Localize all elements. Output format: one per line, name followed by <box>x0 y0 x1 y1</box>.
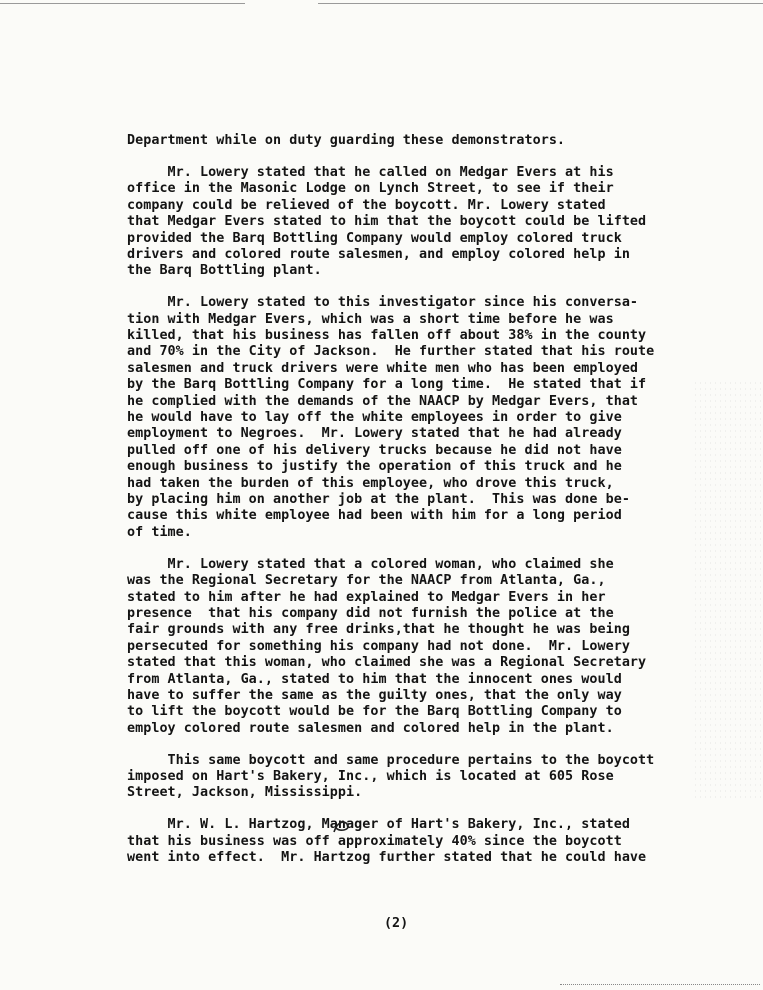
body-line: fair grounds with any free drinks,that he thought he was being <box>127 622 630 638</box>
body-line: imposed on Hart's Bakery, Inc., which is located at 605 Rose <box>127 769 614 785</box>
body-line: killed, that his business has fallen off about 38% in the county <box>127 328 647 344</box>
body-line: that Medgar Evers stated to him that the boycott could be lifted <box>127 214 647 230</box>
body-line: cause this white employee had been with him for a long period <box>127 508 622 524</box>
body-line: provided the Barq Bottling Company would employ colored truck <box>127 230 622 246</box>
body-line: that his business was off approximately 40% since the boycott <box>127 833 622 849</box>
body-line: Mr. W. L. Hartzog, Manager of Hart's Bakery, Inc., stated <box>127 817 630 833</box>
paragraph-gap <box>127 280 727 296</box>
body-line: by placing him on another job at the plant. This was done be- <box>127 492 630 507</box>
body-line: employment to Negroes. Mr. Lowery stated that he had already <box>127 426 622 442</box>
handwritten-mark-icon <box>330 818 352 840</box>
body-line: Street, Jackson, Mississippi. <box>127 785 363 801</box>
body-line: office in the Masonic Lodge on Lynch Street, to see if their <box>127 181 614 197</box>
paragraph-gap <box>127 737 727 753</box>
body-line: This same boycott and same procedure pertains to the boycott <box>127 752 655 768</box>
body-line: from Atlanta, Ga., stated to him that the innocent ones would <box>127 671 622 687</box>
body-line: Mr. Lowery stated that a colored woman, who claimed she <box>127 556 614 572</box>
body-line: and 70% in the City of Jackson. He further stated that his route <box>127 344 655 360</box>
body-line: by the Barq Bottling Company for a long time. He stated that if <box>127 377 647 393</box>
body-line: enough business to justify the operation of this truck and he <box>127 459 622 475</box>
paragraph-gap <box>127 149 727 165</box>
body-line: employ colored route salesmen and colored help in the plant. <box>127 720 614 736</box>
paragraph-gap <box>127 541 727 557</box>
body-line: persecuted for something his company had not done. Mr. Lowery <box>127 638 630 654</box>
body-line: Mr. Lowery stated to this investigator since his conversa- <box>127 295 639 311</box>
body-line: pulled off one of his delivery trucks because he did not have <box>127 442 622 458</box>
body-line: he complied with the demands of the NAACP by Medgar Evers, that <box>127 393 639 409</box>
paragraph-gap <box>127 802 727 818</box>
scan-edge-line-right <box>318 3 763 4</box>
body-line: was the Regional Secretary for the NAACP from Atlanta, Ga., <box>127 573 606 589</box>
document-body <box>127 133 727 867</box>
body-line: to lift the boycott would be for the Barq Bottling Company to <box>127 704 622 720</box>
body-line: Mr. Lowery stated that he called on Medgar Evers at his <box>127 164 614 180</box>
body-line: presence that his company did not furnish the police at the <box>127 605 614 621</box>
body-line: company could be relieved of the boycott. Mr. Lowery stated <box>127 197 606 213</box>
body-line: stated to him after he had explained to Medgar Evers in her <box>127 589 606 605</box>
body-line: the Barq Bottling plant. <box>127 263 322 279</box>
body-line: salesmen and truck drivers were white men who has been employed <box>127 360 639 376</box>
scan-edge-line-left <box>0 3 245 4</box>
scan-edge-dots <box>560 984 760 986</box>
page-number: (2) <box>384 916 409 931</box>
body-line: stated that this woman, who claimed she was a Regional Secretary <box>127 655 647 671</box>
body-line: went into effect. Mr. Hartzog further stated that he could have <box>127 850 647 866</box>
body-line: of time. <box>127 524 192 540</box>
body-line: Department while on duty guarding these demonstrators. <box>127 133 566 148</box>
body-line: tion with Medgar Evers, which was a short time before he was <box>127 311 614 327</box>
body-line: had taken the burden of this employee, who drove this truck, <box>127 475 614 491</box>
body-line: have to suffer the same as the guilty ones, that the only way <box>127 687 622 703</box>
body-line: he would have to lay off the white employees in order to give <box>127 410 622 426</box>
body-line: drivers and colored route salesmen, and employ colored help in <box>127 246 630 262</box>
